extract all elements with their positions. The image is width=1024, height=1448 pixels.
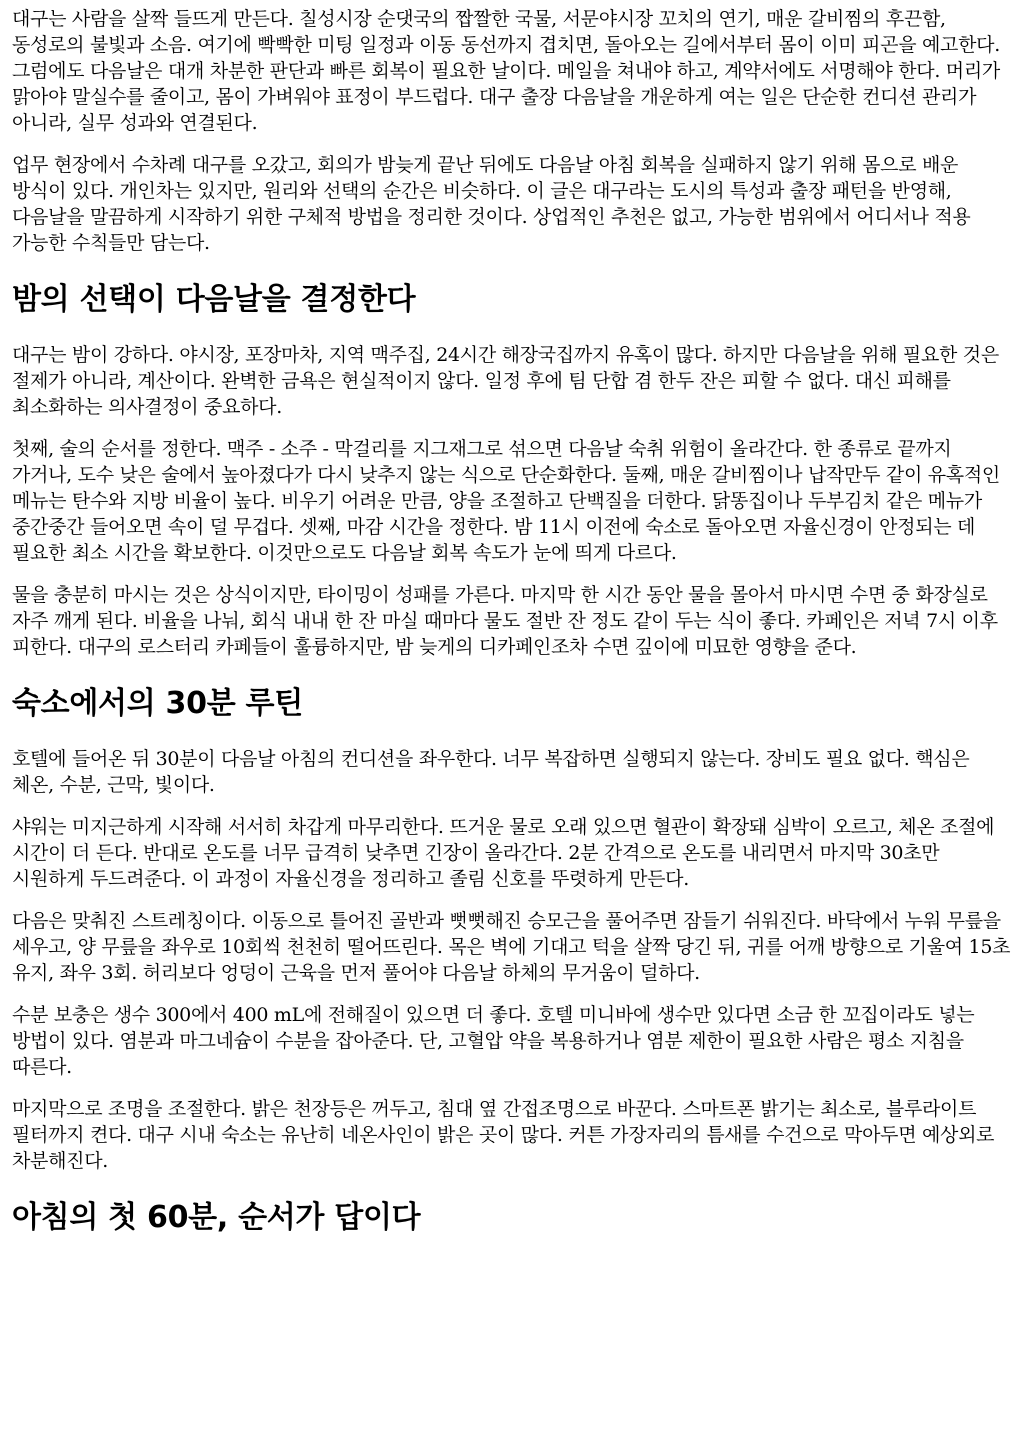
- section-heading-morning-60min: 아침의 첫 60분, 순서가 답이다: [12, 1200, 421, 1235]
- section-heading-night-choices: 밤의 선택이 다음날을 결정한다: [12, 282, 416, 317]
- routine-paragraph-2: 샤워는 미지근하게 시작해 서서히 차갑게 마무리한다. 뜨거운 물로 오래 있으면 혈관이 확장돼 심박이 오르고, 체온 조절에 시간이 더 든다. 반대로 온도를 너무 급격히 낮추면 긴장이 올라간다. 2분 간격으로 온도를 내리면서 마지막 30초만 시원하게 두드려준다. 이 과정이 자율신경을 정리하고 졸림 신호를 뚜렷하게 만든다.: [12, 816, 995, 890]
- night-paragraph-3: 물을 충분히 마시는 것은 상식이지만, 타이밍이 성패를 가른다. 마지막 한 시간 동안 물을 몰아서 마시면 수면 중 화장실로 자주 깨게 된다. 비율을 나눠, 회식 내내 한 잔 마실 때마다 물도 절반 잔 정도 같이 두는 식이 좋다. 카페인은 저녁 7시 이후 피한다. 대구의 로스터리 카페들이 훌륭하지만, 밤 늦게의 디카페인조차 수면 깊이에 미묘한 영향을 준다.: [12, 584, 998, 658]
- intro-paragraph-1: 대구는 사람을 살짝 들뜨게 만든다. 칠성시장 순댓국의 짭짤한 국물, 서문야시장 꼬치의 연기, 매운 갈비찜의 후끈함, 동성로의 불빛과 소음. 여기에 빡빡한 미팅 일정과 이동 동선까지 겹치면, 돌아오는 길에서부터 몸이 이미 피곤을 예고한다. 그럼에도 다음날은 대개 차분한 판단과 빠른 회복이 필요한 날이다. 메일을 쳐내야 하고, 계약서에도 서명해야 한다. 머리가 맑아야 말실수를 줄이고, 몸이 가벼워야 표정이 부드럽다. 대구 출장 다음날을 개운하게 여는 일은 단순한 컨디션 관리가 아니라, 실무 성과와 연결된다.: [12, 8, 1000, 134]
- routine-paragraph-1: 호텔에 들어온 뒤 30분이 다음날 아침의 컨디션을 좌우한다. 너무 복잡하면 실행되지 않는다. 장비도 필요 없다. 핵심은 체온, 수분, 근막, 빛이다.: [12, 748, 970, 796]
- intro-paragraph-2: 업무 현장에서 수차례 대구를 오갔고, 회의가 밤늦게 끝난 뒤에도 다음날 아침 회복을 실패하지 않기 위해 몸으로 배운 방식이 있다. 개인차는 있지만, 원리와 선택의 순간은 비슷하다. 이 글은 대구라는 도시의 특성과 출장 패턴을 반영해, 다음날을 말끔하게 시작하기 위한 구체적 방법을 정리한 것이다. 상업적인 추천은 없고, 가능한 범위에서 어디서나 적용 가능한 수칙들만 담는다.: [12, 154, 971, 254]
- night-paragraph-1: 대구는 밤이 강하다. 야시장, 포장마차, 지역 맥주집, 24시간 해장국집까지 유혹이 많다. 하지만 다음날을 위해 필요한 것은 절제가 아니라, 계산이다. 완벽한 금욕은 현실적이지 않다. 일정 후에 팀 단합 겸 한두 잔은 피할 수 없다. 대신 피해를 최소화하는 의사결정이 중요하다.: [12, 344, 999, 418]
- routine-paragraph-5: 마지막으로 조명을 조절한다. 밝은 천장등은 꺼두고, 침대 옆 간접조명으로 바꾼다. 스마트폰 밝기는 최소로, 블루라이트 필터까지 켠다. 대구 시내 숙소는 유난히 네온사인이 밝은 곳이 많다. 커튼 가장자리의 틈새를 수건으로 막아두면 예상외로 차분해진다.: [12, 1098, 995, 1172]
- section-heading-30min-routine: 숙소에서의 30분 루틴: [12, 686, 303, 721]
- night-paragraph-2: 첫째, 술의 순서를 정한다. 맥주 - 소주 - 막걸리를 지그재그로 섞으면 다음날 숙취 위험이 올라간다. 한 종류로 끝까지 가거나, 도수 낮은 술에서 높아졌다가 다시 낮추지 않는 식으로 단순화한다. 둘째, 매운 갈비찜이나 납작만두 같이 유혹적인 메뉴는 탄수와 지방 비율이 높다. 비우기 어려운 만큼, 양을 조절하고 단백질을 더한다. 닭똥집이나 두부김치 같은 메뉴가 중간중간 들어오면 속이 덜 무겁다. 셋째, 마감 시간을 정한다. 밤 11시 이전에 숙소로 돌아오면 자율신경이 안정되는 데 필요한 최소 시간을 확보한다. 이것만으로도 다음날 회복 속도가 눈에 띄게 다르다.: [12, 438, 1000, 564]
- routine-paragraph-3: 다음은 맞춰진 스트레칭이다. 이동으로 틀어진 골반과 뻣뻣해진 승모근을 풀어주면 잠들기 쉬워진다. 바닥에서 누워 무릎을 세우고, 양 무릎을 좌우로 10회씩 천천히 떨어뜨린다. 목은 벽에 기대고 턱을 살짝 당긴 뒤, 귀를 어깨 방향으로 기울여 15초 유지, 좌우 3회. 허리보다 엉덩이 근육을 먼저 풀어야 다음날 하체의 무거움이 덜하다.: [12, 910, 1011, 984]
- routine-paragraph-4: 수분 보충은 생수 300에서 400 mL에 전해질이 있으면 더 좋다. 호텔 미니바에 생수만 있다면 소금 한 꼬집이라도 넣는 방법이 있다. 염분과 마그네슘이 수분을 잡아준다. 단, 고혈압 약을 복용하거나 염분 제한이 필요한 사람은 평소 지침을 따른다.: [12, 1004, 975, 1078]
